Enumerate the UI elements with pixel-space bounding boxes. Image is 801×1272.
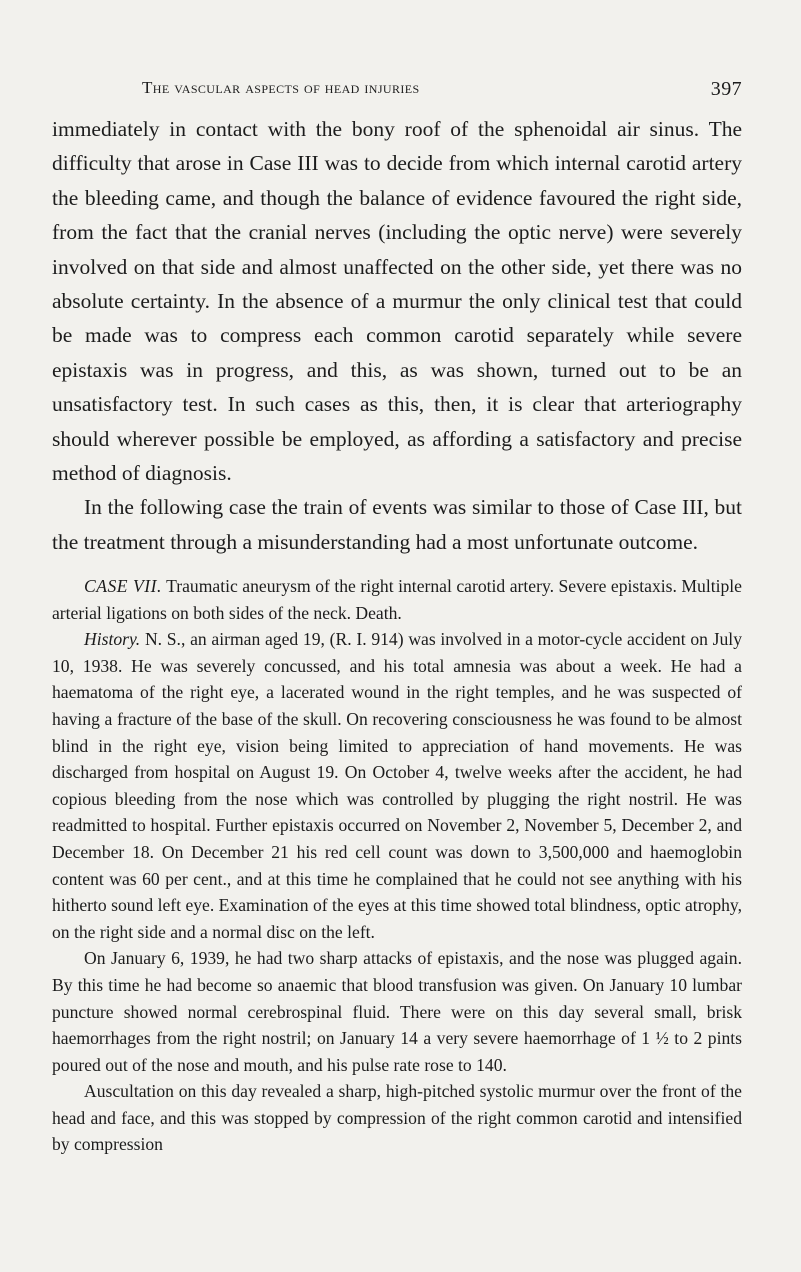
- case-heading: [52, 573, 742, 626]
- case-summary: Traumatic aneurysm of the right internal carotid artery. Severe epistaxis. Multiple arterial ligations on both sides of the neck. Death.: [52, 576, 742, 623]
- body-paragraph-1: immediately in contact with the bony roof of the sphenoidal air sinus. The difficulty that arose in Case III was to decide from which internal carotid artery the bleeding came, and though the balance of evidence favoured the right side, from the fact that the cranial nerves (including the optic nerve) were severely involved on that side and almost unaffected on the other side, yet there was no absolute certainty. In the absence of a murmur the only clinical test that could be made was to compress each common carotid separately while severe epistaxis was in progress, and this, as was shown, turned out to be an unsatisfactory test. In such cases as this, then, it is clear that arteriography should wherever possible be employed, as affording a satisfactory and precise method of diagnosis.: [52, 117, 742, 486]
- main-text: [52, 112, 742, 559]
- history-label: History.: [84, 629, 141, 650]
- case-paragraph-january: On January 6, 1939, he had two sharp attacks of epistaxis, and the nose was plugged again. By this time he had become so anaemic that blood transfusion was given. On January 10 lumbar puncture showed normal cerebrospinal fluid. There were on this day several small, brisk haemorrhages from the right nostril; on January 14 a very severe haemorrhage of 1 ½ to 2 pints poured out of the nose and mouth, and his pulse rate rose to 140.: [52, 948, 742, 1075]
- running-head-title: The vascular aspects of head injuries: [142, 78, 420, 97]
- case-history: [52, 626, 742, 945]
- page-number: 397: [710, 78, 742, 100]
- history-text: N. S., an airman aged 19, (R. I. 914) was involved in a motor-cycle accident on July 10, 1938. He was severely concussed, and his total amnesia was about a week. He had a haematoma of the right eye, a lacerated wound in the right temples, and he was suspected of having a fracture of the base of the skull. On recovering consciousness he was found to be almost blind in the right eye, vision being limited to appreciation of hand movements. He was discharged from hospital on August 19. On October 4, twelve weeks after the accident, he had copious bleeding from the nose which was controlled by plugging the right nostril. He was readmitted to hospital. Further epistaxis occurred on November 2, November 5, December 2, and December 18. On December 21 his red cell count was down to 3,500,000 and haemoglobin content was 60 per cent., and at this time he complained that he could not see anything with his hitherto sound left eye. Examination of the eyes at this time showed total blindness, optic atrophy, on the right side and a normal disc on the left.: [52, 629, 742, 942]
- case-report: [52, 573, 742, 1158]
- body-paragraph-2: In the following case the train of events was similar to those of Case III, but the treatment through a misunderstanding had a most unfortunate outcome.: [52, 495, 742, 554]
- case-label: CASE VII.: [84, 576, 162, 596]
- case-paragraph-auscultation: Auscultation on this day revealed a sharp, high-pitched systolic murmur over the front of the head and face, and this was stopped by compression of the right common carotid and intensified by compression: [52, 1081, 742, 1155]
- running-head: [142, 78, 742, 102]
